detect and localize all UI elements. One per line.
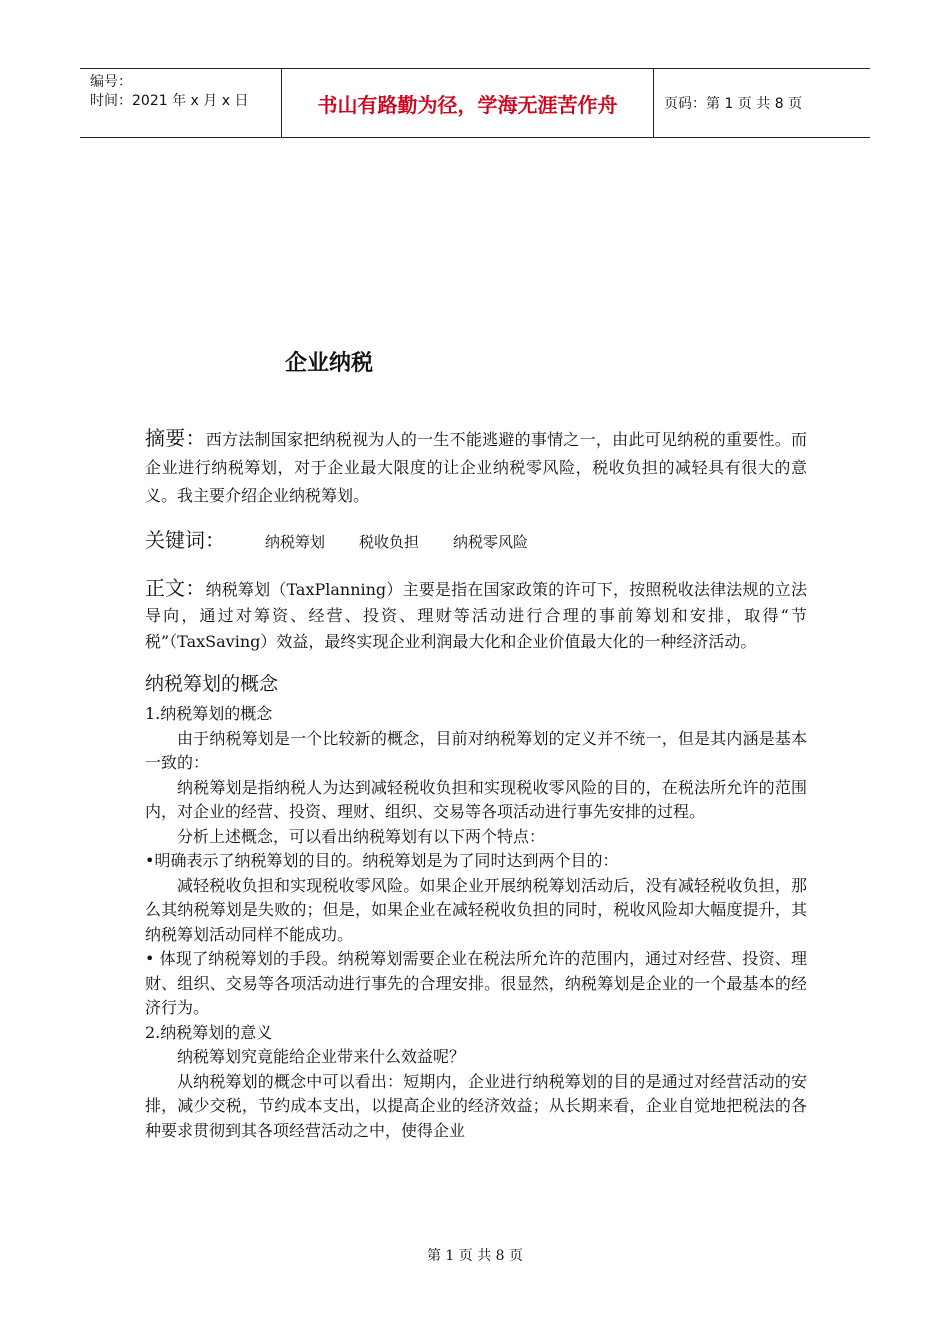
keyword-item: 纳税零风险: [453, 533, 529, 551]
header-meta: [80, 69, 282, 137]
body-paragraphs: [145, 702, 807, 1143]
bullet-item: •明确表示了纳税筹划的目的。纳税筹划是为了同时达到两个目的：: [145, 851, 619, 870]
main-text-body: 纳税筹划（TaxPlanning）主要是指在国家政策的许可下，按照税收法律法规的立法导向，通过对筹资、经营、投资、理财等活动进行合理的事前筹划和安排，取得“节税”（TaxSaving）效益，最终实现企业利润最大化和企业价值最大化的一种经济活动。: [145, 580, 807, 651]
abstract: [145, 424, 807, 510]
bullet-item: • 体现了纳税筹划的手段。纳税筹划需要企业在税法所允许的范围内，通过对经营、投资、理财、组织、交易等各项活动进行事先的合理安排。很显然，纳税筹划是企业的一个最基本的经济行为。: [145, 949, 807, 1017]
header-motto: 书山有路勤为径，学海无涯苦作舟: [282, 69, 654, 137]
paragraph: 纳税筹划是指纳税人为达到减轻税收负担和实现税收零风险的目的，在税法所允许的范围内，对企业的经营、投资、理财、组织、交易等各项活动进行事先安排的过程。: [145, 777, 807, 821]
paragraph: 分析上述概念，可以看出纳税筹划有以下两个特点：: [177, 826, 546, 846]
keywords-label: 关键词：: [145, 528, 225, 552]
main-text: [145, 575, 807, 655]
page-footer: 第 1 页 共 8 页: [426, 1248, 524, 1264]
keywords: [145, 524, 807, 553]
paragraph: 减轻税收负担和实现税收零风险。如果企业开展纳税筹划活动后，没有减轻税收负担，那么其纳税筹划是失败的；但是，如果企业在减轻税收负担的同时，税收风险却大幅度提升，其纳税筹划活动同样不能成功。: [145, 875, 807, 944]
abstract-text: 西方法制国家把纳税视为人的一生不能逃避的事情之一，由此可见纳税的重要性。而企业进行纳税筹划，对于企业最大限度的让企业纳税零风险，税收负担的减轻具有很大的意义。我主要介绍企业纳税筹划。: [145, 430, 807, 505]
document-title: 企业纳税: [285, 351, 374, 376]
subsection-heading: 1.纳税筹划的概念: [145, 704, 273, 723]
document-body: [145, 424, 807, 1143]
keyword-item: 税收负担: [359, 533, 420, 551]
header-page-info: 页码：第 1 页 共 8 页: [664, 96, 803, 112]
date-label: 时间：2021 年 x 月 x 日: [90, 93, 249, 109]
abstract-label: 摘要：: [145, 426, 206, 450]
section-title: 纳税筹划的概念: [145, 673, 279, 695]
keyword-item: 纳税筹划: [265, 533, 326, 551]
main-text-label: 正文：: [145, 576, 206, 600]
document-header: [80, 68, 870, 138]
subsection-heading: 2.纳税筹划的意义: [145, 1022, 273, 1042]
paragraph: 纳税筹划究竟能给企业带来什么效益呢？: [177, 1047, 466, 1066]
number-label: 编号：: [90, 74, 132, 90]
paragraph: 从纳税筹划的概念中可以看出：短期内，企业进行纳税筹划的目的是通过对经营活动的安排，减少交税，节约成本支出，以提高企业的经济效益；从长期来看，企业自觉地把税法的各种要求贯彻到其各项经营活动之中，使得企业: [145, 1071, 807, 1140]
paragraph: 由于纳税筹划是一个比较新的概念，目前对纳税筹划的定义并不统一，但是其内涵是基本一致的：: [145, 728, 807, 772]
